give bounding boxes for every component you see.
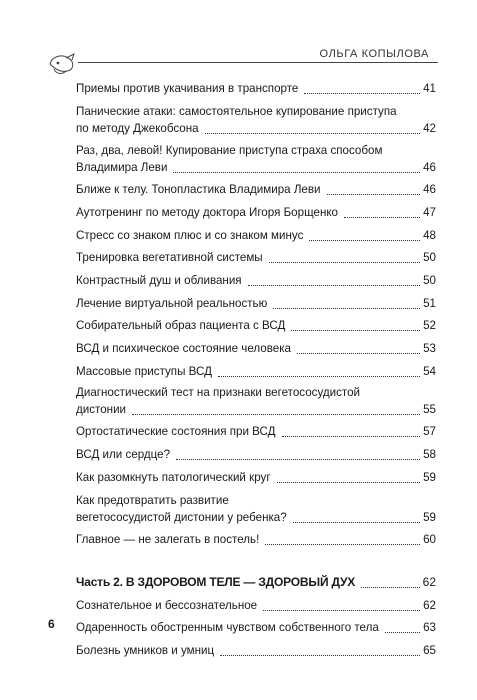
dot-leader — [263, 610, 420, 611]
toc-entry-page: 60 — [423, 533, 436, 546]
toc-entry-page: 58 — [423, 448, 436, 461]
toc-entry-title: Контрастный душ и обливания — [76, 274, 242, 287]
toc-entry — [76, 181, 436, 198]
dot-leader — [297, 353, 420, 354]
toc-entry-page: 50 — [423, 251, 436, 264]
dot-leader — [304, 93, 420, 94]
dot-leader — [282, 436, 421, 437]
toc-entry-page: 48 — [423, 229, 436, 242]
toc-entry — [76, 531, 436, 548]
toc-entry — [76, 317, 436, 334]
toc-entry-page: 50 — [423, 274, 436, 287]
toc-entry-title: Собирательный образ пациента с ВСД — [76, 319, 286, 332]
dot-leader — [176, 459, 420, 460]
running-header-author: ОЛЬГА КОПЫЛОВА — [319, 48, 429, 60]
toc-entry-title: Приемы против укачивания в транспорте — [76, 82, 299, 95]
toc-entry — [76, 597, 436, 614]
dot-leader — [220, 655, 420, 656]
toc-entry-page: 54 — [423, 365, 436, 378]
toc-entry-page: 59 — [423, 471, 436, 484]
toc-entry-title-line: Раз, два, левой! Купирование приступа страха способом — [76, 144, 383, 157]
toc-entry-title: Стресс со знаком плюс и со знаком минус — [76, 229, 304, 242]
dot-leader — [293, 522, 420, 523]
toc-entry — [76, 295, 436, 312]
toc-entry-page: 55 — [423, 403, 436, 416]
toc-entry-title: вегетососудистой дистонии у ребенка? — [76, 511, 287, 524]
page-number: 6 — [48, 617, 55, 631]
dot-leader — [173, 172, 420, 173]
dot-leader — [344, 217, 420, 218]
dot-leader — [273, 308, 420, 309]
toc-entry-page: 62 — [423, 599, 436, 612]
toc-entry-title: Как разомкнуть патологический круг — [76, 471, 271, 484]
toc-entry-title: ВСД и психическое состояние человека — [76, 342, 291, 355]
toc-entry — [76, 80, 436, 97]
dot-leader — [327, 194, 421, 195]
toc-entry — [76, 227, 436, 244]
toc-entry — [76, 469, 436, 486]
toc-entry-page: 57 — [423, 425, 436, 438]
toc-entry-page: 46 — [423, 161, 436, 174]
toc-entry-title: Ближе к телу. Тонопластика Владимира Леви — [76, 183, 321, 196]
toc-entry — [76, 446, 436, 463]
toc-entry-title-line: Как предотвратить развитие — [76, 494, 229, 507]
dot-leader — [248, 285, 421, 286]
dot-leader — [277, 482, 421, 483]
toc-entry-page: 62 — [422, 575, 436, 589]
toc-entry-page: 41 — [423, 82, 436, 95]
toc-entry-page: 46 — [423, 183, 436, 196]
dot-leader — [309, 240, 420, 241]
publisher-logo-icon — [44, 50, 80, 76]
toc-entry-title: дистонии — [76, 403, 127, 416]
toc-entry-title: Одаренность обостренным чувством собственного тела — [76, 621, 379, 634]
dot-leader — [269, 262, 420, 263]
toc-part-heading — [76, 574, 436, 591]
toc-entry-page: 53 — [423, 342, 436, 355]
toc-entry-page: 65 — [423, 644, 436, 657]
toc-entry — [76, 340, 436, 357]
dot-leader — [132, 414, 420, 415]
toc-entry — [76, 103, 436, 137]
toc-entry-title: Часть 2. В ЗДОРОВОМ ТЕЛЕ — ЗДОРОВЫЙ ДУХ — [76, 575, 356, 589]
header-divider — [78, 62, 438, 63]
toc-entry — [76, 204, 436, 221]
dot-leader — [361, 587, 420, 588]
toc-entry — [76, 142, 436, 176]
toc-entry-page: 51 — [423, 297, 436, 310]
toc-entry-page: 47 — [423, 206, 436, 219]
dot-leader — [291, 330, 420, 331]
toc-entry-page: 59 — [423, 511, 436, 524]
toc-entry-page: 63 — [423, 621, 436, 634]
toc-entry-page: 52 — [423, 319, 436, 332]
dot-leader — [205, 133, 421, 134]
toc-entry-title: Аутотренинг по методу доктора Игоря Борщенко — [76, 206, 338, 219]
toc-entry — [76, 642, 436, 659]
toc-entry-page: 42 — [423, 122, 436, 135]
toc-entry — [76, 363, 436, 380]
toc-entry-title: Массовые приступы ВСД — [76, 365, 212, 378]
dot-leader — [265, 544, 420, 545]
toc-entry-title: Тренировка вегетативной системы — [76, 251, 263, 264]
toc-entry-title: ВСД или сердце? — [76, 448, 171, 461]
dot-leader — [218, 376, 420, 377]
toc-entry — [76, 384, 436, 418]
toc-entry-title: Болезнь умников и умниц — [76, 644, 215, 657]
toc-entry — [76, 272, 436, 289]
toc-entry-title: Сознательное и бессознательное — [76, 599, 258, 612]
toc-entry-title: Ортостатические состояния при ВСД — [76, 425, 276, 438]
toc-entry-title-line: Панические атаки: самостоятельное купирование приступа — [76, 105, 397, 118]
toc-entry — [76, 249, 436, 266]
toc-entry-title: по методу Джекобсона — [76, 122, 199, 135]
toc-entry-title: Владимира Леви — [76, 161, 168, 174]
toc-entry — [76, 619, 436, 636]
dot-leader — [385, 632, 420, 633]
toc-entry-title: Главное — не залегать в постель! — [76, 533, 260, 546]
toc-entry — [76, 423, 436, 440]
toc-entry — [76, 492, 436, 526]
toc-entry-title-line: Диагностический тест на признаки вегетососудистой — [76, 386, 361, 399]
toc-entry-title: Лечение виртуальной реальностью — [76, 297, 268, 310]
